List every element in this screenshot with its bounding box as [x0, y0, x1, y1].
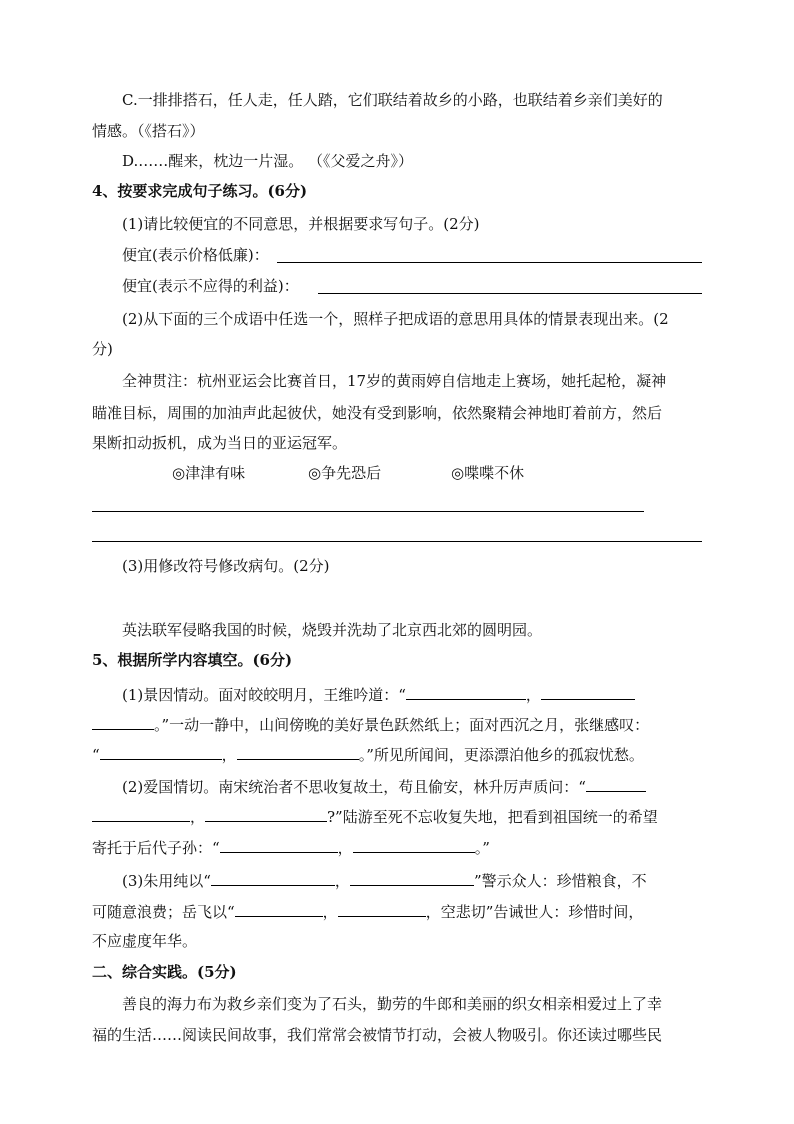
- blank-s2-1b[interactable]: [92, 805, 190, 822]
- blank-s1-1[interactable]: [406, 683, 526, 700]
- example-text-line3: 果断扣动扳机，成为当日的亚运冠军。: [92, 434, 348, 452]
- q5-s1-line3: [92, 743, 644, 765]
- q4-part2-prompt-line1: (2)从下面的三个成语中任选一个，照样子把成语的意思用具体的情景表现出来。(2: [122, 310, 669, 328]
- question-4-heading: 4、按要求完成句子练习。(6分): [92, 182, 308, 200]
- answer-line-idiom-1[interactable]: [92, 511, 644, 512]
- q5-s3-text-e: ，: [322, 903, 338, 921]
- part-2-text-line1: 善良的海力布为救乡亲们变为了石头，勤劳的牛郎和美丽的织女相亲相爱过上了幸: [122, 995, 663, 1013]
- blank-s2-1a[interactable]: [586, 775, 646, 792]
- q4-part2-prompt-line2: 分): [92, 340, 113, 358]
- blank-s1-2b[interactable]: [92, 713, 154, 730]
- q5-s2-line3: [92, 836, 490, 858]
- q5-s3-line3: 不应虚度年华。: [92, 932, 198, 950]
- q5-s2-text-e: ，: [337, 839, 353, 857]
- example-text-line2: 瞄准目标，周围的加油声此起彼伏，她没有受到影响，依然聚精会神地盯着前方，然后: [92, 404, 663, 422]
- part-2-text-line2: 福的生活……阅读民间故事，我们常常会被情节打动，会被人物吸引。你还读过哪些民: [92, 1026, 663, 1044]
- blank-s1-3[interactable]: [100, 743, 222, 760]
- q5-s3-line1: [122, 869, 647, 891]
- idiom-option-3: ◎喋喋不休: [451, 464, 525, 482]
- option-d-line: D.……醒来，枕边一片湿。 （《父爱之舟》）: [122, 152, 414, 170]
- q5-s1-text-b: ，: [525, 686, 541, 704]
- option-c-line1: C.一排排搭石，任人走，任人踏，它们联结着故乡的小路，也联结着乡亲们美好的: [122, 91, 663, 109]
- answer-line-cheap-price[interactable]: [277, 262, 702, 263]
- q5-s2-text-a: (2)爱国情切。南宋统治者不思收复故土，苟且偷安，林升厉声质问：“: [122, 778, 586, 796]
- q5-s3-line2: [92, 900, 643, 922]
- question-5-heading: 5、根据所学内容填空。(6分): [92, 651, 293, 669]
- faulty-sentence: 英法联军侵略我国的时候，烧毁并洗劫了北京西北郊的圆明园。: [122, 621, 543, 639]
- example-text-line1: 全神贯注：杭州亚运会比赛首日，17岁的黄雨婷自信地走上赛场，她托起枪，凝神: [122, 372, 667, 390]
- q5-s1-line1: [122, 683, 635, 705]
- q5-s2-text-b: ，: [190, 808, 206, 826]
- q5-s3-text-f: ，空悲切”告诫世人：珍惜时间，: [425, 903, 644, 921]
- blank-s2-2[interactable]: [205, 805, 327, 822]
- q5-s1-text-d: “: [92, 746, 100, 764]
- q5-s1-text-e: ，: [221, 746, 237, 764]
- q5-s2-text-d: 寄托于后代子孙：“: [92, 839, 220, 857]
- q5-s3-text-c: ”警示众人：珍惜粮食，不: [473, 872, 647, 890]
- q5-s2-text-c: ?”陆游至死不忘收复失地，把看到祖国统一的希望: [327, 808, 658, 826]
- q5-s1-text-f: 。”所见所闻间，更添漂泊他乡的孤寂忧愁。: [358, 746, 644, 764]
- blank-s1-4[interactable]: [237, 743, 359, 760]
- blank-s3-1[interactable]: [211, 869, 335, 886]
- q4-label-cheap-price: 便宜(表示价格低廉)：: [122, 246, 269, 264]
- q5-s1-text-a: (1)景因情动。面对皎皎明月，王维吟道：“: [122, 686, 406, 704]
- q5-s2-line1: [122, 775, 646, 797]
- q5-s2-line2: [92, 805, 658, 827]
- q4-part3-prompt: (3)用修改符号修改病句。(2分): [122, 557, 330, 575]
- option-c-line2: 情感。（《搭石》）: [92, 122, 205, 140]
- blank-s1-2a[interactable]: [541, 683, 635, 700]
- blank-s3-2[interactable]: [350, 869, 474, 886]
- q4-label-undue-benefit: 便宜(表示不应得的利益)：: [122, 277, 299, 295]
- answer-line-undue-benefit[interactable]: [318, 293, 702, 294]
- q5-s3-text-a: (3)朱用纯以“: [122, 872, 211, 890]
- q5-s1-text-c: 。”一动一静中，山间傍晚的美好景色跃然纸上；面对西沉之月，张继感叹：: [154, 716, 650, 734]
- q5-s3-text-d: 可随意浪费；岳飞以“: [92, 903, 235, 921]
- idiom-option-2: ◎争先恐后: [308, 464, 382, 482]
- blank-s3-4[interactable]: [338, 900, 426, 917]
- blank-s3-3[interactable]: [235, 900, 323, 917]
- q5-s3-text-b: ，: [334, 872, 350, 890]
- blank-s2-4[interactable]: [353, 836, 475, 853]
- part-2-heading: 二、综合实践。(5分): [92, 963, 237, 981]
- q5-s2-text-f: 。”: [474, 839, 490, 857]
- q5-s1-line2: [92, 713, 649, 735]
- q4-part1-prompt: (1)请比较便宜的不同意思，并根据要求写句子。(2分): [122, 215, 480, 233]
- idiom-option-1: ◎津津有味: [172, 464, 246, 482]
- blank-s2-3[interactable]: [220, 836, 338, 853]
- answer-line-idiom-2[interactable]: [92, 541, 702, 542]
